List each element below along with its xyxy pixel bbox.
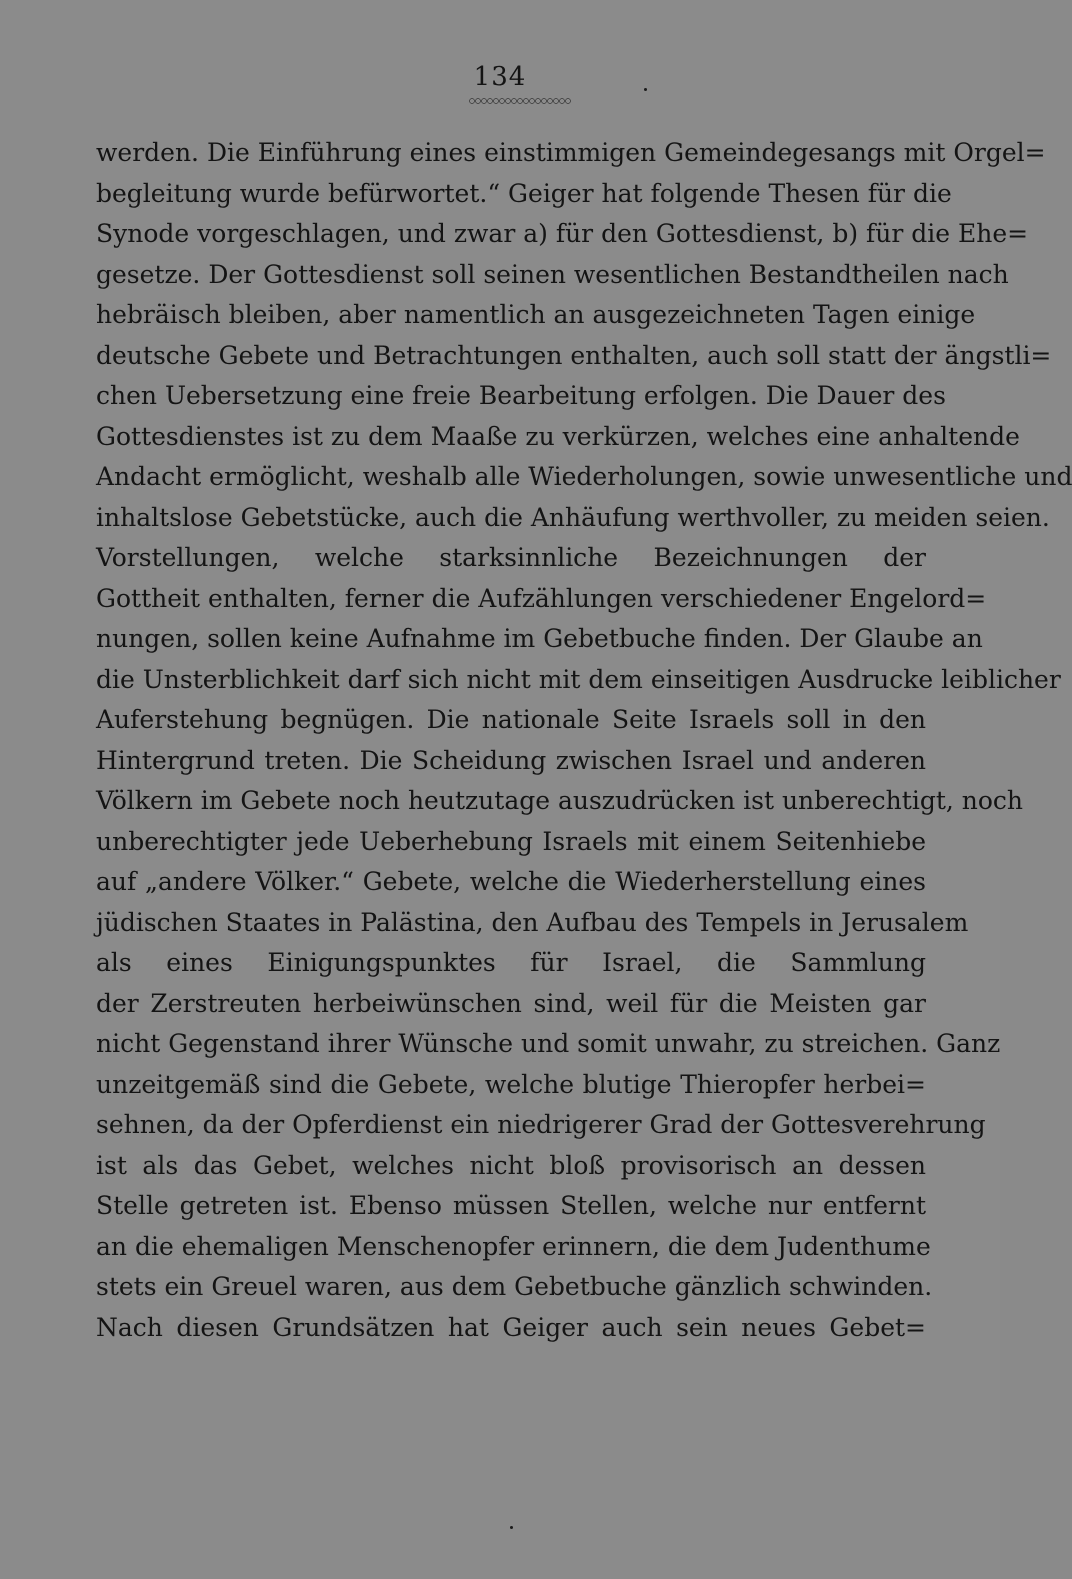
text-line: sehnen, da der Opferdienst ein niedrigerer Grad der Gottesverehrung — [96, 1110, 986, 1139]
text-line: Auferstehung begnügen. Die nationale Seite Israels soll in den — [96, 705, 926, 734]
text-line: jüdischen Staates in Palästina, den Aufbau des Tempels in Jerusalem — [96, 907, 969, 937]
body-text — [96, 133, 1072, 1348]
text-line: Völkern im Gebete noch heutzutage auszudrücken ist unberechtigt, noch — [96, 786, 1024, 815]
text-line: stets ein Greuel waren, aus dem Gebetbuche gänzlich schwinden. — [96, 1272, 933, 1301]
text-line: der Zerstreuten herbeiwünschen sind, weil für die Meisten gar — [96, 988, 926, 1018]
text-line: Stelle getreten ist. Ebenso müssen Stellen, welche nur entfernt — [96, 1191, 926, 1220]
text-line: unberechtigter jede Ueberhebung Israels mit einem Seitenhiebe — [96, 826, 926, 856]
text-line: Andacht ermöglicht, weshalb alle Wiederholungen, sowie unwesentliche und — [96, 462, 1072, 491]
text-line: nicht Gegenstand ihrer Wünsche und somit unwahr, zu streichen. Ganz — [96, 1029, 1001, 1058]
text-line: inhaltslose Gebetstücke, auch die Anhäufung werthvoller, zu meiden seien. — [96, 502, 1050, 532]
text-line: Nach diesen Grundsätzen hat Geiger auch sein neues Gebet= — [96, 1312, 926, 1342]
text-line: die Unsterblichkeit darf sich nicht mit dem einseitigen Ausdrucke leiblicher — [96, 664, 1061, 694]
text-line: deutsche Gebete und Betrachtungen enthalten, auch soll statt der ängstli= — [96, 340, 1052, 370]
ink-speck — [644, 88, 647, 91]
text-line: unzeitgemäß sind die Gebete, welche blutige Thieropfer herbei= — [96, 1069, 926, 1099]
page-number-ornament-rule — [469, 98, 571, 104]
text-line: ist als das Gebet, welches nicht bloß provisorisch an dessen — [96, 1150, 926, 1180]
text-line: hebräisch bleiben, aber namentlich an ausgezeichneten Tagen einige — [96, 300, 976, 329]
text-line: Gottesdienstes ist zu dem Maaße zu verkürzen, welches eine anhaltende — [96, 421, 1020, 451]
text-line: chen Uebersetzung eine freie Bearbeitung erfolgen. Die Dauer des — [96, 381, 946, 410]
text-line: an die ehemaligen Menschenopfer erinnern, die dem Judenthume — [96, 1231, 931, 1261]
text-line: Hintergrund treten. Die Scheidung zwischen Israel und anderen — [96, 745, 926, 775]
text-line: werden. Die Einführung eines einstimmigen Gemeindegesangs mit Orgel= — [96, 138, 1046, 167]
text-line: nungen, sollen keine Aufnahme im Gebetbuche finden. Der Glaube an — [96, 624, 983, 653]
text-line: als eines Einigungspunktes für Israel, die Sammlung — [96, 948, 926, 977]
text-line: Synode vorgeschlagen, und zwar a) für den Gottesdienst, b) für die Ehe= — [96, 219, 1029, 248]
text-line: Gottheit enthalten, ferner die Aufzählungen verschiedener Engelord= — [96, 583, 987, 613]
page-number: 134 — [473, 62, 527, 92]
text-line: gesetze. Der Gottesdienst soll seinen wesentlichen Bestandtheilen nach — [96, 259, 1009, 289]
text-line: begleitung wurde befürwortet.“ Geiger hat folgende Thesen für die — [96, 178, 952, 208]
text-line: Vorstellungen, welche starksinnliche Bezeichnungen der — [96, 543, 926, 572]
ink-speck — [510, 1526, 513, 1529]
text-line: auf „andere Völker.“ Gebete, welche die Wiederherstellung eines — [96, 867, 926, 896]
